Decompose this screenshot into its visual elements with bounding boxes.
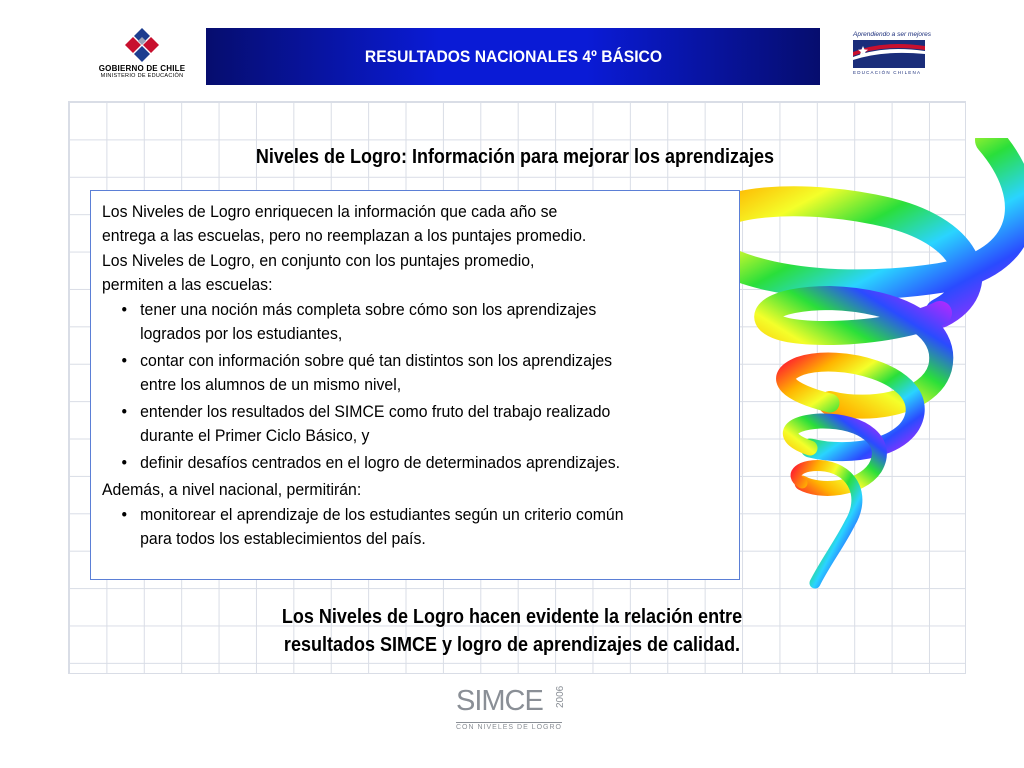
list-item-line2: logrados por los estudiantes, xyxy=(140,324,343,343)
gov-emblem-icon xyxy=(120,26,164,62)
conclusion-text xyxy=(204,603,820,659)
para2-line1: Los Niveles de Logro, en conjunto con los puntajes promedio, xyxy=(102,251,535,270)
main-text-box xyxy=(90,190,740,580)
list-item-line2: entre los alumnos de un mismo nivel, xyxy=(140,375,402,394)
gobierno-de-chile-logo xyxy=(92,26,192,88)
bullet-icon: • xyxy=(121,453,128,472)
list-item xyxy=(120,503,735,551)
conclusion-line2: resultados SIMCE y logro de aprendizajes de calidad. xyxy=(283,634,741,656)
para1-line1: Los Niveles de Logro enriquecen la información que cada año se xyxy=(102,202,558,221)
gov-logo-line1: GOBIERNO DE CHILE xyxy=(98,64,186,73)
edu-logo-sub: EDUCACIÓN CHILENA xyxy=(853,70,922,75)
list-item xyxy=(120,298,735,346)
bullet-icon: • xyxy=(121,505,128,524)
bullet-icon: • xyxy=(121,300,128,319)
simce-sub: CON NIVELES DE LOGRO xyxy=(456,724,562,731)
list-item-line1: entender los resultados del SIMCE como fruto del trabajo realizado xyxy=(140,402,611,421)
simce-word: SIMCE xyxy=(456,685,543,717)
benefits-list xyxy=(102,298,734,475)
edu-flag-icon xyxy=(853,40,925,68)
rainbow-spiral-illustration xyxy=(690,138,1024,598)
bullet-icon: • xyxy=(121,351,128,370)
conclusion-line1: Los Niveles de Logro hacen evidente la relación entre xyxy=(281,606,743,628)
simce-logo xyxy=(456,686,572,732)
gov-logo-line2: MINISTERIO DE EDUCACIÓN xyxy=(100,73,184,79)
para2 xyxy=(102,249,734,297)
para1-line2: entrega a las escuelas, pero no reemplazan a los puntajes promedio. xyxy=(102,226,587,245)
list-item-line1: definir desafíos centrados en el logro de determinados aprendizajes. xyxy=(140,453,621,472)
list-item-line2: durante el Primer Ciclo Básico, y xyxy=(140,426,370,445)
edu-logo-tagline: Aprendiendo a ser mejores xyxy=(853,31,932,38)
list-item-line1: monitorear el aprendizaje de los estudiantes según un criterio común xyxy=(140,505,624,524)
list-item-line1: contar con información sobre qué tan distintos son los aprendizajes xyxy=(140,351,613,370)
intro-paragraph xyxy=(102,200,734,248)
list-item xyxy=(120,349,735,397)
banner-title: RESULTADOS NACIONALES 4º BÁSICO xyxy=(364,46,662,66)
simce-year: 2006 xyxy=(555,685,566,708)
slide-title: Niveles de Logro: Información para mejorar los aprendizajes xyxy=(255,146,775,168)
para3: Además, a nivel nacional, permitirán: xyxy=(102,480,362,499)
list-item-line2: para todos los establecimientos del país. xyxy=(140,529,426,548)
header-banner xyxy=(206,28,820,85)
list-item xyxy=(120,451,735,475)
list-item xyxy=(120,400,735,448)
list-item-line1: tener una noción más completa sobre cómo son los aprendizajes xyxy=(140,300,597,319)
bullet-icon: • xyxy=(121,402,128,421)
para2-line2: permiten a las escuelas: xyxy=(102,275,273,294)
educacion-chilena-logo xyxy=(853,31,932,79)
national-list xyxy=(102,503,734,551)
